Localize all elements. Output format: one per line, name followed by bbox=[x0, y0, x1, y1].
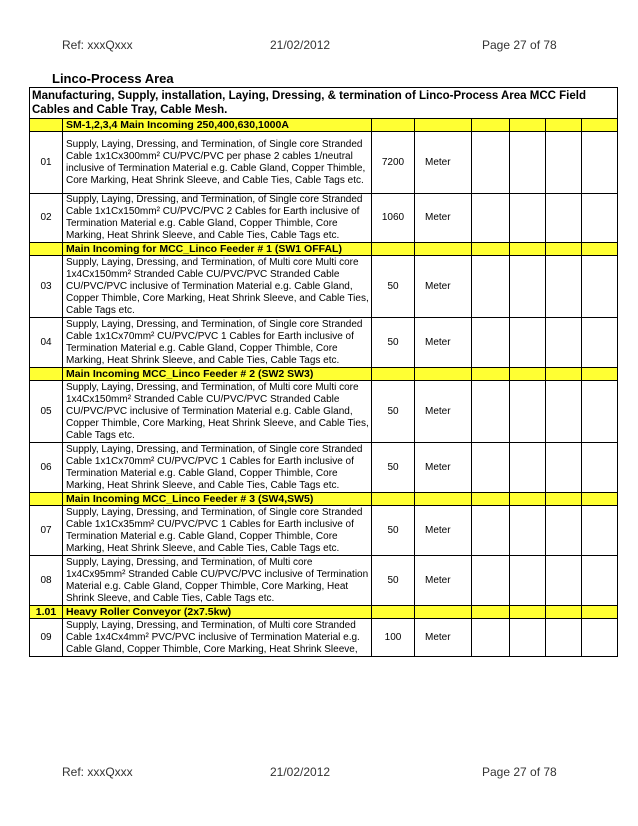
empty-cell bbox=[546, 368, 582, 381]
empty-cell bbox=[546, 506, 582, 556]
item-description: Supply, Laying, Dressing, and Termination, of Multi core Multi core 1x4Cx150mm² Stranded Cable CU/PVC/PVC Stranded Cable CU/PVC/PVC inclusive of Termination Material e.g. Cable Gland, Copper Thimble, Core Marking, Heat Shrink Sleeve, and Cable Ties, Cable Tags etc. bbox=[63, 256, 372, 318]
item-description: Supply, Laying, Dressing, and Termination, of Single core Stranded Cable 1x1Cx150mm² CU/PVC/PVC 2 Cables for Earth inclusive of Termination Material e.g. Cable Gland, Copper Thimble, Core Marking, Heat Shrink Sleeve, and Cable Ties, Cable Tags etc. bbox=[63, 194, 372, 243]
item-quantity: 50 bbox=[372, 381, 415, 443]
empty-cell bbox=[582, 256, 618, 318]
empty-cell bbox=[472, 606, 510, 619]
empty-cell bbox=[546, 132, 582, 194]
empty-cell bbox=[415, 243, 472, 256]
empty-cell bbox=[415, 606, 472, 619]
section-number: 1.01 bbox=[30, 606, 63, 619]
empty-cell bbox=[415, 368, 472, 381]
empty-cell bbox=[546, 619, 582, 657]
empty-cell bbox=[582, 194, 618, 243]
header-page-number: Page 27 of 78 bbox=[482, 38, 557, 52]
empty-cell bbox=[472, 243, 510, 256]
empty-cell bbox=[372, 243, 415, 256]
item-unit: Meter bbox=[415, 318, 472, 368]
empty-cell bbox=[546, 318, 582, 368]
section-number bbox=[30, 493, 63, 506]
item-quantity: 100 bbox=[372, 619, 415, 657]
empty-cell bbox=[546, 119, 582, 132]
table-row bbox=[30, 132, 618, 194]
table-row bbox=[30, 318, 618, 368]
item-unit: Meter bbox=[415, 256, 472, 318]
empty-cell bbox=[472, 381, 510, 443]
item-description: Supply, Laying, Dressing, and Termination, of Single core Stranded Cable 1x1Cx70mm² CU/PVC/PVC 1 Cables for Earth inclusive of Termination Material e.g. Cable Gland, Copper Thimble, Core Marking, Heat Shrink Sleeve, and Cable Ties, Cable Tags etc. bbox=[63, 443, 372, 493]
page-footer bbox=[0, 765, 638, 781]
empty-cell bbox=[472, 493, 510, 506]
empty-cell bbox=[582, 318, 618, 368]
intro-text: Manufacturing, Supply, installation, Laying, Dressing, & termination of Linco-Process Area MCC Field Cables and Cable Tray, Cable Mesh. bbox=[30, 88, 618, 119]
item-description: Supply, Laying, Dressing, and Termination, of Multi core 1x4Cx95mm² Stranded Cable CU/PVC/PVC inclusive of Termination Material e.g. Cable Gland, Copper Thimble, Core Marking, Heat Shrink Sleeve, and Cable Ties, Cable Tags etc. bbox=[63, 556, 372, 606]
empty-cell bbox=[472, 132, 510, 194]
table-row bbox=[30, 506, 618, 556]
empty-cell bbox=[510, 443, 546, 493]
empty-cell bbox=[582, 619, 618, 657]
empty-cell bbox=[510, 119, 546, 132]
item-number: 08 bbox=[30, 556, 63, 606]
table-row bbox=[30, 256, 618, 318]
item-quantity: 50 bbox=[372, 556, 415, 606]
item-number: 02 bbox=[30, 194, 63, 243]
item-number: 03 bbox=[30, 256, 63, 318]
footer-date: 21/02/2012 bbox=[270, 765, 331, 779]
item-description: Supply, Laying, Dressing, and Termination, of Single core Stranded Cable 1x1Cx35mm² CU/PVC/PVC 1 Cables for Earth inclusive of Termination Material e.g. Cable Gland, Copper Thimble, Core Marking, Heat Shrink Sleeve, and Cable Ties, Cable Tags etc. bbox=[63, 506, 372, 556]
footer-ref: Ref: xxxQxxx bbox=[62, 765, 133, 779]
section-row bbox=[30, 119, 618, 132]
bill-of-quantities-table bbox=[29, 87, 618, 657]
item-unit: Meter bbox=[415, 194, 472, 243]
table-row bbox=[30, 619, 618, 657]
empty-cell bbox=[415, 493, 472, 506]
empty-cell bbox=[510, 556, 546, 606]
empty-cell bbox=[582, 443, 618, 493]
empty-cell bbox=[510, 606, 546, 619]
item-number: 07 bbox=[30, 506, 63, 556]
empty-cell bbox=[546, 606, 582, 619]
empty-cell bbox=[372, 606, 415, 619]
item-unit: Meter bbox=[415, 443, 472, 493]
empty-cell bbox=[546, 381, 582, 443]
empty-cell bbox=[472, 194, 510, 243]
item-unit: Meter bbox=[415, 132, 472, 194]
header-ref: Ref: xxxQxxx bbox=[62, 38, 133, 52]
empty-cell bbox=[582, 606, 618, 619]
empty-cell bbox=[546, 243, 582, 256]
table-body bbox=[30, 88, 618, 657]
item-quantity: 50 bbox=[372, 443, 415, 493]
empty-cell bbox=[510, 256, 546, 318]
empty-cell bbox=[582, 556, 618, 606]
section-number bbox=[30, 243, 63, 256]
empty-cell bbox=[510, 368, 546, 381]
section-title: Main Incoming MCC_Linco Feeder # 3 (SW4,SW5) bbox=[63, 493, 372, 506]
empty-cell bbox=[372, 119, 415, 132]
empty-cell bbox=[510, 318, 546, 368]
empty-cell bbox=[472, 443, 510, 493]
empty-cell bbox=[510, 243, 546, 256]
empty-cell bbox=[546, 493, 582, 506]
item-unit: Meter bbox=[415, 506, 472, 556]
empty-cell bbox=[415, 119, 472, 132]
item-quantity: 7200 bbox=[372, 132, 415, 194]
intro-row bbox=[30, 88, 618, 119]
empty-cell bbox=[472, 119, 510, 132]
empty-cell bbox=[582, 243, 618, 256]
section-title: SM-1,2,3,4 Main Incoming 250,400,630,1000A bbox=[63, 119, 372, 132]
section-row bbox=[30, 606, 618, 619]
table-row bbox=[30, 443, 618, 493]
section-row bbox=[30, 368, 618, 381]
empty-cell bbox=[546, 443, 582, 493]
empty-cell bbox=[472, 619, 510, 657]
empty-cell bbox=[372, 368, 415, 381]
empty-cell bbox=[510, 493, 546, 506]
empty-cell bbox=[546, 556, 582, 606]
empty-cell bbox=[582, 493, 618, 506]
table-row bbox=[30, 556, 618, 606]
table-row bbox=[30, 381, 618, 443]
footer-page-number: Page 27 of 78 bbox=[482, 765, 557, 779]
empty-cell bbox=[472, 506, 510, 556]
empty-cell bbox=[472, 368, 510, 381]
item-quantity: 50 bbox=[372, 506, 415, 556]
section-title: Main Incoming MCC_Linco Feeder # 2 (SW2 SW3) bbox=[63, 368, 372, 381]
empty-cell bbox=[582, 368, 618, 381]
empty-cell bbox=[472, 318, 510, 368]
table-row bbox=[30, 194, 618, 243]
item-description: Supply, Laying, Dressing, and Termination, of Multi core Multi core 1x4Cx150mm² Stranded Cable CU/PVC/PVC Stranded Cable CU/PVC/PVC inclusive of Termination Material e.g. Cable Gland, Copper Thimble, Core Marking, Heat Shrink Sleeve, and Cable Ties, Cable Tags etc. bbox=[63, 381, 372, 443]
item-description: Supply, Laying, Dressing, and Termination, of Multi core Stranded Cable 1x4Cx4mm² PVC/PVC inclusive of Termination Material e.g. Cable Gland, Copper Thimble, Core Marking, Heat Shrink Sleeve, bbox=[63, 619, 372, 657]
item-description: Supply, Laying, Dressing, and Termination, of Single core Stranded Cable 1x1Cx300mm² CU/PVC/PVC per phase 2 cables 1/neutral inclusive of Termination Material e.g. Cable Gland, Copper Thimble, Core Marking, Heat Shrink Sleeve, and Cable Ties, Cable Tags etc. bbox=[63, 132, 372, 194]
section-title: Main Incoming for MCC_Linco Feeder # 1 (SW1 OFFAL) bbox=[63, 243, 372, 256]
empty-cell bbox=[582, 132, 618, 194]
item-quantity: 50 bbox=[372, 256, 415, 318]
item-number: 06 bbox=[30, 443, 63, 493]
empty-cell bbox=[546, 194, 582, 243]
item-unit: Meter bbox=[415, 619, 472, 657]
section-number bbox=[30, 119, 63, 132]
item-unit: Meter bbox=[415, 556, 472, 606]
empty-cell bbox=[510, 506, 546, 556]
empty-cell bbox=[372, 493, 415, 506]
empty-cell bbox=[472, 256, 510, 318]
empty-cell bbox=[546, 256, 582, 318]
item-quantity: 50 bbox=[372, 318, 415, 368]
page-header bbox=[0, 38, 638, 54]
section-number bbox=[30, 368, 63, 381]
item-number: 01 bbox=[30, 132, 63, 194]
item-description: Supply, Laying, Dressing, and Termination, of Single core Stranded Cable 1x1Cx70mm² CU/PVC/PVC 1 Cables for Earth inclusive of Termination Material e.g. Cable Gland, Copper Thimble, Core Marking, Heat Shrink Sleeve, and Cable Ties, Cable Tags etc. bbox=[63, 318, 372, 368]
section-row bbox=[30, 243, 618, 256]
area-title: Linco-Process Area bbox=[52, 71, 174, 86]
empty-cell bbox=[582, 506, 618, 556]
empty-cell bbox=[510, 619, 546, 657]
item-number: 09 bbox=[30, 619, 63, 657]
empty-cell bbox=[472, 556, 510, 606]
empty-cell bbox=[582, 381, 618, 443]
item-unit: Meter bbox=[415, 381, 472, 443]
empty-cell bbox=[510, 194, 546, 243]
item-quantity: 1060 bbox=[372, 194, 415, 243]
header-date: 21/02/2012 bbox=[270, 38, 331, 52]
item-number: 04 bbox=[30, 318, 63, 368]
section-title: Heavy Roller Conveyor (2x7.5kw) bbox=[63, 606, 372, 619]
section-row bbox=[30, 493, 618, 506]
empty-cell bbox=[582, 119, 618, 132]
empty-cell bbox=[510, 381, 546, 443]
empty-cell bbox=[510, 132, 546, 194]
item-number: 05 bbox=[30, 381, 63, 443]
